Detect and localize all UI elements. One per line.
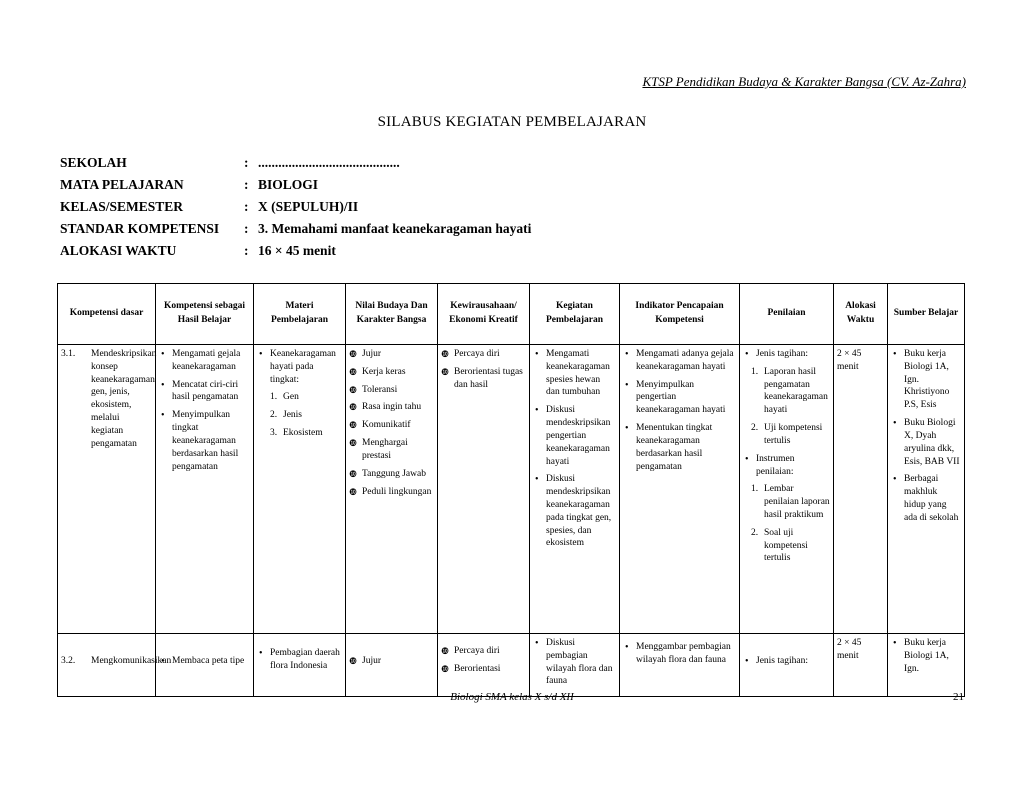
list-item: • Keanekaragaman hayati pada tingkat: bbox=[257, 348, 342, 386]
info-key: MATA PELAJARAN bbox=[60, 177, 184, 192]
kd-number: 3.2. bbox=[61, 656, 76, 666]
info-key: SEKOLAH bbox=[60, 155, 127, 170]
list-item: • Instrumen penilaian: bbox=[743, 453, 830, 479]
list-item: • Berbagai makhluk hidup yang ada di sekolah bbox=[891, 473, 961, 524]
list-item: 2. Uji kompetensi tertulis bbox=[751, 423, 823, 446]
list-item: 1. Laporan hasil pengamatan keanekaragaman hayati bbox=[751, 366, 828, 416]
list-item: ❿ Menghargai prestasi bbox=[349, 437, 434, 463]
kompetensi-cell bbox=[156, 634, 254, 697]
list-item: ❿ Komunikatif bbox=[349, 419, 434, 432]
list-item: 1. Gen bbox=[270, 392, 299, 403]
list-item: ❿ Tanggung Jawab bbox=[349, 468, 434, 481]
indikator-cell bbox=[620, 345, 740, 634]
list-item: • Menyimpulkan tingkat keanekaragaman berdasarkan hasil pengamatan bbox=[159, 409, 250, 473]
list-item: • Diskusi mendeskripsikan pengertian keanekaragaman hayati bbox=[533, 404, 616, 468]
col-header: Materi Pembelajaran bbox=[254, 284, 346, 345]
kd-cell bbox=[58, 345, 156, 634]
list-item: • Buku kerja Biologi 1A, Ign. Khristiyono P.S, Esis bbox=[891, 348, 961, 412]
col-header: Kompetensi sebagai Hasil Belajar bbox=[156, 284, 254, 345]
list-item: ❿ Berorientasi bbox=[441, 663, 526, 676]
publisher-header: KTSP Pendidikan Budaya & Karakter Bangsa (CV. Az-Zahra) bbox=[642, 74, 966, 89]
alokasi-cell bbox=[834, 634, 888, 697]
list-item: 1. Lembar penilaian laporan hasil praktikum bbox=[751, 484, 830, 520]
info-row-alokasi-waktu: ALOKASI WAKTU : 16 × 45 menit bbox=[60, 243, 336, 258]
kd-text: Mendeskripsikan konsep keanekaragaman gen, jenis, ekosistem, melalui kegiatan pengamatan bbox=[91, 349, 157, 449]
table-row bbox=[58, 345, 965, 634]
page-title: SILABUS KEGIATAN PEMBELAJARAN bbox=[377, 114, 647, 130]
list-item: • Buku kerja Biologi 1A, Ign. bbox=[891, 637, 961, 675]
kd-number: 3.1. bbox=[61, 349, 76, 359]
list-item: • Diskusi mendeskripsikan keanekaragaman pada tingkat gen, spesies, dan ekosistem bbox=[533, 473, 616, 550]
info-row-standar-kompetensi: STANDAR KOMPETENSI : 3. Memahami manfaat keanekaragaman hayati bbox=[60, 221, 532, 236]
list-item: • Mengamati gejala keanekaragaman bbox=[159, 348, 250, 374]
kegiatan-cell bbox=[530, 634, 620, 697]
col-header: Kegiatan Pembelajaran bbox=[530, 284, 620, 345]
list-item: ❿ Jujur bbox=[349, 348, 434, 361]
table-row bbox=[58, 634, 965, 697]
nilai-cell bbox=[346, 634, 438, 697]
list-item: ❿ Berorientasi tugas dan hasil bbox=[441, 366, 526, 392]
col-header: Kewirausahaan/ Ekonomi Kreatif bbox=[438, 284, 530, 345]
list-item: • Menyimpulkan pengertian keanekaragaman hayati bbox=[623, 379, 736, 417]
list-item: ❿ Peduli lingkungan bbox=[349, 486, 434, 499]
col-header: Sumber Belajar bbox=[888, 284, 965, 345]
list-item: • Mencatat ciri-ciri hasil pengamatan bbox=[159, 379, 250, 405]
sumber-cell bbox=[888, 345, 965, 634]
list-item: ❿ Percaya diri bbox=[441, 645, 526, 658]
list-item: 3. Ekosistem bbox=[270, 428, 323, 439]
kd-text: Mengkomunikasikan bbox=[91, 656, 172, 666]
list-item: ❿ Percaya diri bbox=[441, 348, 526, 361]
list-item: • Mengamati adanya gejala keanekaragaman hayati bbox=[623, 348, 736, 374]
list-item: 2. Jenis bbox=[270, 410, 302, 421]
info-key: ALOKASI WAKTU bbox=[60, 243, 177, 258]
alokasi-cell bbox=[834, 345, 888, 634]
col-header: Indikator Pencapaian Kompetensi bbox=[620, 284, 740, 345]
col-header: Nilai Budaya Dan Karakter Bangsa bbox=[346, 284, 438, 345]
info-row-mata-pelajaran: MATA PELAJARAN : BIOLOGI bbox=[60, 177, 319, 192]
syllabus-table bbox=[57, 283, 965, 697]
list-item: • Membaca peta tipe bbox=[159, 655, 250, 668]
list-item: • Menggambar pembagian wilayah flora dan fauna bbox=[623, 641, 736, 667]
info-value: 3. Memahami manfaat keanekaragaman hayati bbox=[258, 221, 532, 236]
col-header: Penilaian bbox=[740, 284, 834, 345]
page-number: 21 bbox=[953, 691, 964, 703]
kegiatan-cell bbox=[530, 345, 620, 634]
info-row-sekolah: SEKOLAH : .......................................... bbox=[60, 155, 400, 170]
sumber-cell bbox=[888, 634, 965, 697]
info-value: BIOLOGI bbox=[258, 177, 319, 192]
list-item: • Menentukan tingkat keanekaragaman berdasarkan hasil pengamatan bbox=[623, 422, 736, 473]
kd-cell bbox=[58, 634, 172, 697]
list-item: ❿ Toleransi bbox=[349, 384, 434, 397]
indikator-cell bbox=[620, 634, 740, 697]
info-value: 16 × 45 menit bbox=[258, 243, 336, 258]
info-value: .......................................... bbox=[258, 155, 400, 170]
list-item: 2. Soal uji kompetensi tertulis bbox=[751, 527, 808, 564]
info-row-kelas-semester: KELAS/SEMESTER : X (SEPULUH)/II bbox=[60, 199, 359, 214]
list-item: • Jenis tagihan: bbox=[743, 348, 830, 361]
penilaian-cell bbox=[740, 345, 834, 634]
list-item: • Buku Biologi X, Dyah aryulina dkk, Esis, BAB VII bbox=[891, 417, 961, 468]
materi-cell bbox=[254, 345, 346, 634]
col-header: Alokasi Waktu bbox=[834, 284, 888, 345]
col-header: Kompetensi dasar bbox=[58, 284, 156, 345]
nilai-cell bbox=[346, 345, 438, 634]
info-value: X (SEPULUH)/II bbox=[258, 199, 359, 214]
penilaian-cell bbox=[740, 634, 834, 697]
footer-text: Biologi SMA kelas X s/d XII bbox=[450, 691, 574, 703]
materi-cell bbox=[254, 634, 346, 697]
list-item: ❿ Rasa ingin tahu bbox=[349, 401, 434, 414]
kewirausahaan-cell bbox=[438, 634, 530, 697]
list-item: • Jenis tagihan: bbox=[743, 655, 830, 668]
kompetensi-cell bbox=[156, 345, 254, 634]
info-key: KELAS/SEMESTER bbox=[60, 199, 184, 214]
list-item: • Pembagian daerah flora Indonesia bbox=[257, 647, 342, 673]
list-item: • Mengamati keanekaragaman spesies hewan dan tumbuhan bbox=[533, 348, 616, 399]
alokasi-value: 2 × 45 menit bbox=[837, 349, 862, 372]
alokasi-value: 2 × 45 menit bbox=[837, 638, 862, 661]
list-item: ❿ Kerja keras bbox=[349, 366, 434, 379]
info-key: STANDAR KOMPETENSI bbox=[60, 221, 220, 236]
table-header-row bbox=[58, 284, 965, 345]
list-item: • Diskusi pembagian wilayah flora dan fauna bbox=[533, 637, 616, 688]
list-item: ❿ Jujur bbox=[349, 655, 434, 668]
kewirausahaan-cell bbox=[438, 345, 530, 634]
